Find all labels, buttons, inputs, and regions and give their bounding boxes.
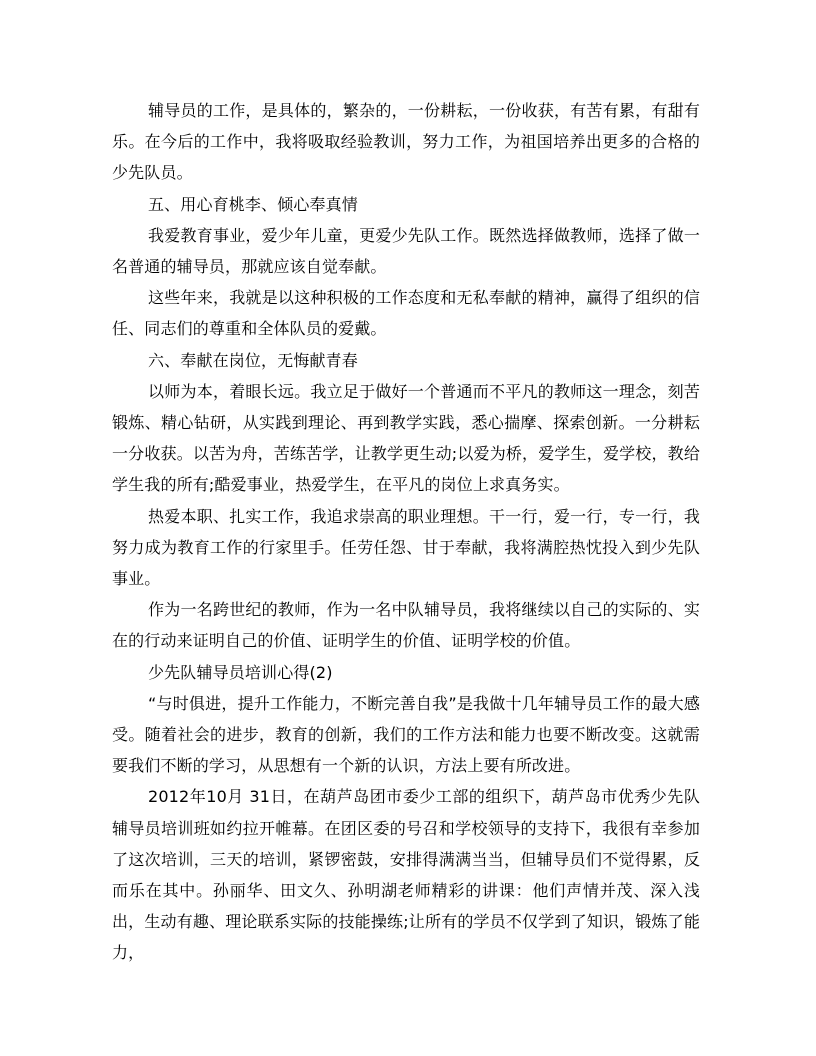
paragraph-3: 这些年来，我就是以这种积极的工作态度和无私奉献的精神，赢得了组织的信任、同志们的尊重和全体队员的爱戴。 bbox=[112, 288, 700, 339]
paragraph-6: 作为一名跨世纪的教师，作为一名中队辅导员，我将继续以自己的实际的、实在的行动来证明自己的价值、证明学生的价值、证明学校的价值。 bbox=[112, 600, 700, 651]
paragraph-2: 我爱教育事业，爱少年儿童，更爱少先队工作。既然选择做教师，选择了做一名普通的辅导员，那就应该自觉奉献。 bbox=[112, 225, 700, 277]
paragraph-5: 热爱本职、扎实工作，我追求崇高的职业理想。干一行，爱一行，专一行，我努力成为教育工作的行家里手。任劳任怨、甘于奉献，我将满腔热忱投入到少先队事业。 bbox=[112, 506, 700, 589]
article-title-2: 少先队辅导员培训心得(2) bbox=[148, 662, 333, 682]
section-heading-6: 六、奉献在岗位，无悔献青春 bbox=[148, 350, 358, 370]
paragraph-7: “与时俱进，提升工作能力，不断完善自我”是我做十几年辅导员工作的最大感受。随着社会的进步，教育的创新，我们的工作方法和能力也要不断改变。这就需要我们不断的学习，从思想有一个新的认识，方法上要有所改进。 bbox=[112, 693, 700, 776]
section-heading-5: 五、用心育桃李、倾心奉真情 bbox=[148, 194, 358, 214]
paragraph-1: 辅导员的工作，是具体的，繁杂的，一份耕耘，一份收获，有苦有累，有甜有乐。在今后的工作中，我将吸取经验教训，努力工作，为祖国培养出更多的合格的少先队员。 bbox=[112, 101, 700, 183]
paragraph-4: 以师为本，着眼长远。我立足于做好一个普通而不平凡的教师这一理念，刻苦锻炼、精心钻研，从实践到理论、再到教学实践，悉心揣摩、探索创新。一分耕耘一分收获。以苦为舟，苦练苦学，让教学更生动;以爱为桥，爱学生，爱学校，教给学生我的所有;酷爱事业，热爱学生，在平凡的岗位上求真务实。 bbox=[112, 381, 700, 495]
paragraph-8: 2012年10月 31日，在葫芦岛团市委少工部的组织下，葫芦岛市优秀少先队辅导员培训班如约拉开帷幕。在团区委的号召和学校领导的支持下，我很有幸参加了这次培训，三天的培训，紧锣密鼓，安排得满满当当，但辅导员们不觉得累，反而乐在其中。孙丽华、田文久、孙明湖老师精彩的讲课：他们声情并茂、深入浅出，生动有趣、理论联系实际的技能操练;让所有的学员不仅学到了知识，锻炼了能力， bbox=[112, 787, 700, 963]
document-page bbox=[112, 95, 700, 969]
